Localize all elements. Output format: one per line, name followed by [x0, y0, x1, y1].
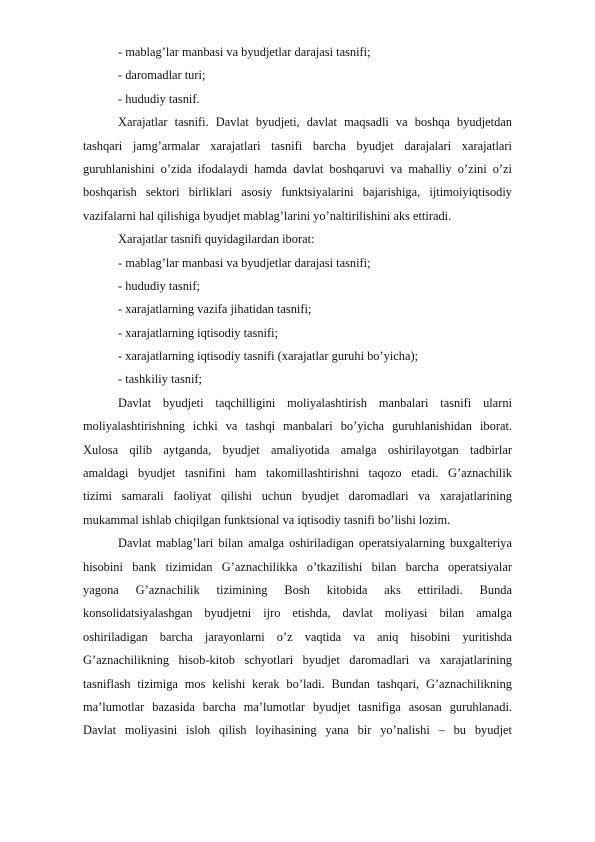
text-line: oshiriladigan barcha jarayonlarni o’z vaqtida va aniq hisobini yuritishda: [83, 629, 512, 644]
text-line: konsolidatsiyalashgan byudjetni ijro etishda, davlat moliyasi bilan amalga: [83, 606, 512, 621]
text-line: - mablag’lar manbasi va byudjetlar darajasi tasnifi;: [118, 255, 371, 270]
text-line: tizimi samarali faoliyat qilishi uchun byudjet daromadlari va xarajatlarining: [83, 489, 512, 504]
text-line: - tashkiliy tasnif;: [118, 372, 202, 387]
text-line: Davlat mablag’lari bilan amalga oshiriladigan operatsiyalarning buxgalteriya: [118, 536, 512, 551]
text-line: Xarajatlar tasnifi quyidagilardan iborat:: [118, 232, 315, 247]
text-line: - xarajatlarning vazifa jihatidan tasnifi;: [118, 302, 312, 317]
text-line: - hududiy tasnif.: [118, 91, 200, 106]
text-line: Xulosa qilib aytganda, byudjet amaliyotida amalga oshirilayotgan tadbirlar: [83, 442, 512, 457]
text-line: moliyalashtirishning ichki va tashqi manbalari bo’yicha guruhlanishidan iborat.: [83, 419, 512, 434]
text-line: - hududiy tasnif;: [118, 278, 200, 293]
text-line: tashqari jamg’armalar xarajatlari tasnifi barcha byudjet darajalari xarajatlari: [83, 138, 512, 153]
text-line: vazifalarni hal qilishiga byudjet mablag’larini yo’naltirilishini aks ettiradi.: [83, 208, 452, 223]
text-line: amaldagi byudjet tasnifini ham takomillashtirishni taqozo etadi. G’aznachilik: [83, 466, 512, 481]
text-line: tasniflash tizimiga mos kelishi kerak bo’ladi. Bundan tashqari, G’aznachilikning: [83, 676, 512, 691]
text-line: Davlat byudjeti taqchilligini moliyalashtirish manbalari tasnifi ularni: [118, 395, 512, 410]
text-line: - xarajatlarning iqtisodiy tasnifi;: [118, 325, 279, 340]
text-line: boshqarish sektori birliklari asosiy funktsiyalarini bajarishiga, ijtimoiyiqtisodiy: [83, 185, 512, 200]
text-line: guruhlanishini o’zida ifodalaydi hamda davlat boshqaruvi va mahalliy o’zini o’zi: [83, 161, 512, 176]
text-line: hisobini bank tizimidan G’aznachilikka o’tkazilishi bilan barcha operatsiyalar: [83, 559, 512, 574]
text-line: yagona G’aznachilik tizimining Bosh kitobida aks ettiriladi. Bunda: [83, 582, 512, 597]
text-line: - xarajatlarning iqtisodiy tasnifi (xarajatlar guruhi bo’yicha);: [118, 349, 419, 364]
text-line: ma’lumotlar bazasida barcha ma’lumotlar byudjet tasnifiga asosan guruhlanadi.: [83, 699, 512, 714]
text-line: G’aznachilikning hisob-kitob schyotlari byudjet daromadlari va xarajatlarining: [83, 653, 512, 668]
text-line: Davlat moliyasini isloh qilish loyihasining yana bir yo’nalishi – bu byudjet: [83, 723, 512, 738]
text-line: Xarajatlar tasnifi. Davlat byudjeti, davlat maqsadli va boshqa byudjetdan: [118, 115, 512, 130]
text-line: - daromadlar turi;: [118, 68, 206, 83]
text-line: mukammal ishlab chiqilgan funktsional va iqtisodiy tasnifi bo’lishi lozim.: [83, 512, 451, 527]
text-line: - mablag’lar manbasi va byudjetlar darajasi tasnifi;: [118, 45, 371, 59]
document-page: [83, 41, 512, 743]
